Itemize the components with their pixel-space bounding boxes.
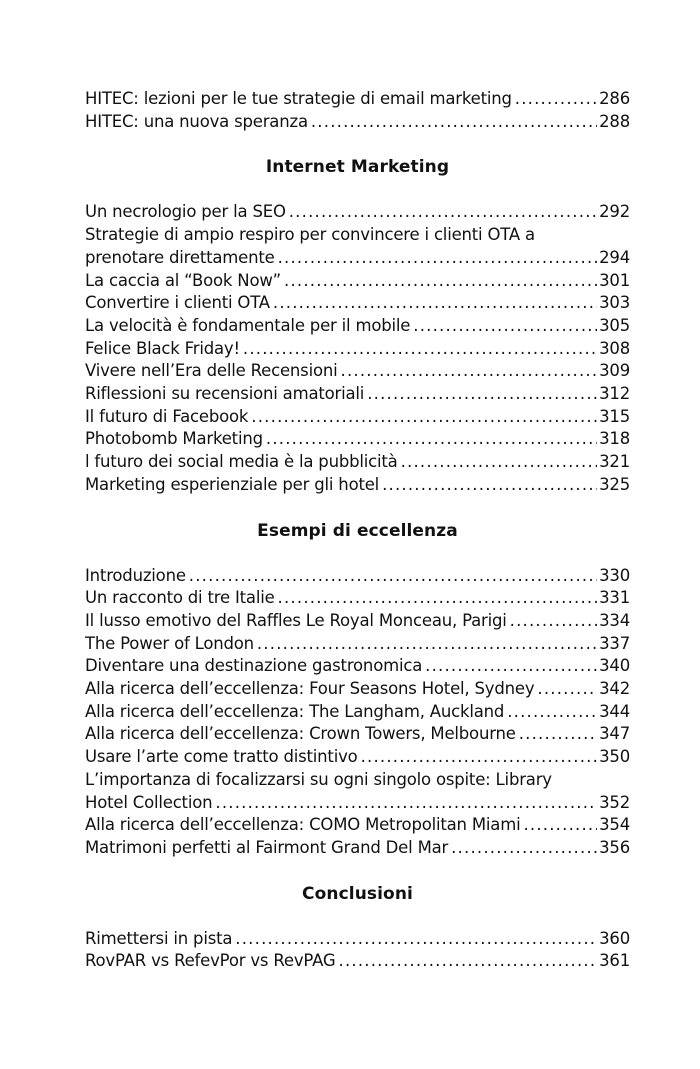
table-of-contents: [85, 88, 630, 973]
toc-entry: [85, 746, 630, 769]
dot-leader: [510, 610, 597, 633]
entry-title: Usare l’arte come tratto distintivo: [85, 747, 358, 767]
toc-entry: [85, 678, 630, 701]
entry-title: Alla ricerca dell’eccellenza: Four Seasons Hotel, Sydney: [85, 679, 535, 699]
toc-entry: [85, 383, 630, 406]
entry-page-number: 301: [599, 270, 630, 290]
dot-leader: [507, 701, 597, 724]
entry-title: Un racconto di tre Italie: [85, 588, 275, 608]
dot-leader: [189, 565, 597, 588]
entry-title: Marketing esperienziale per gli hotel: [85, 474, 380, 494]
toc-entry: [85, 655, 630, 678]
entry-page-number: 340: [599, 656, 630, 676]
dot-leader: [266, 428, 597, 451]
top-entries: [85, 88, 630, 133]
toc-entry: [85, 270, 630, 293]
entry-page-number: 308: [599, 338, 630, 358]
dot-leader: [289, 201, 597, 224]
dot-leader: [341, 360, 598, 383]
entry-page-number: 303: [599, 293, 630, 313]
toc-entry: [85, 406, 630, 429]
section-entries: [85, 565, 630, 860]
dot-leader: [284, 270, 597, 293]
entry-page-number: 315: [599, 406, 630, 426]
toc-entry: [85, 292, 630, 315]
entry-page-number: 342: [599, 679, 630, 699]
section-heading-conclusioni: Conclusioni: [302, 883, 413, 904]
entry-title: RovPAR vs RefevPor vs RevPAG: [85, 951, 336, 971]
entry-title: HITEC: una nuova speranza: [85, 111, 308, 131]
dot-leader: [382, 474, 597, 497]
toc-entry: [85, 950, 630, 973]
entry-title: Rimettersi in pista: [85, 928, 233, 948]
entry-title: Felice Black Friday!: [85, 338, 240, 358]
entry-page-number: 347: [599, 724, 630, 744]
entry-title: Vivere nell’Era delle Recensioni: [85, 361, 338, 381]
entry-title-line1: Strategie di ampio respiro per convincere i clienti OTA a: [85, 225, 535, 245]
section-entries: [85, 928, 630, 973]
entry-title: Matrimoni perfetti al Fairmont Grand Del Mar: [85, 837, 449, 857]
entry-title-line2: [85, 247, 630, 270]
entry-title: Convertire i clienti OTA: [85, 293, 270, 313]
toc-entry: [85, 315, 630, 338]
entry-page-number: 354: [599, 815, 630, 835]
dot-leader: [273, 292, 597, 315]
dot-leader: [278, 247, 598, 270]
toc-entry: [85, 201, 630, 224]
dot-leader: [523, 814, 597, 837]
toc-entry: [85, 837, 630, 860]
entry-page-number: 288: [599, 111, 630, 131]
entry-title: HITEC: lezioni per le tue strategie di email marketing: [85, 89, 512, 108]
entry-title-line2: [85, 792, 630, 815]
toc-entry: [85, 111, 630, 134]
dot-leader: [278, 587, 598, 610]
entry-page-number: 334: [599, 610, 630, 630]
dot-leader: [311, 111, 597, 134]
toc-entry: [85, 587, 630, 610]
toc-entry: [85, 610, 630, 633]
toc-entry-multiline: [85, 769, 630, 814]
toc-entry: [85, 474, 630, 497]
entry-title: Alla ricerca dell’eccellenza: The Langham, Auckland: [85, 701, 505, 721]
section-heading-internet-marketing: Internet Marketing: [265, 157, 450, 178]
section-entries: [85, 201, 630, 496]
entry-title: The Power of London: [85, 633, 254, 653]
entry-page-number: 344: [599, 701, 630, 721]
toc-entry: [85, 565, 630, 588]
dot-leader: [339, 950, 598, 973]
entry-page-number: 356: [599, 837, 630, 857]
dot-leader: [367, 383, 597, 406]
entry-title: Hotel Collection: [85, 792, 213, 812]
dot-leader: [215, 792, 597, 815]
entry-title: Introduzione: [85, 565, 186, 585]
entry-page-number: 325: [599, 474, 630, 494]
toc-entry: [85, 928, 630, 951]
dot-leader: [515, 88, 597, 111]
toc-entry: [85, 451, 630, 474]
dot-leader: [257, 633, 597, 656]
dot-leader: [413, 315, 597, 338]
entry-page-number: 360: [599, 928, 630, 948]
dot-leader: [519, 723, 597, 746]
dot-leader: [235, 928, 597, 951]
entry-title: La caccia al “Book Now”: [85, 270, 281, 290]
dot-leader: [243, 338, 597, 361]
toc-entry: [85, 633, 630, 656]
entry-page-number: 292: [599, 202, 630, 222]
toc-entry-multiline: [85, 224, 630, 269]
entry-title: Riflessioni su recensioni amatoriali: [85, 384, 365, 404]
entry-page-number: 286: [599, 89, 630, 108]
toc-entry: [85, 701, 630, 724]
toc-entry: [85, 428, 630, 451]
entry-title: Un necrologio per la SEO: [85, 202, 286, 222]
entry-title: Il futuro di Facebook: [85, 406, 249, 426]
entry-title: Diventare una destinazione gastronomica: [85, 656, 423, 676]
entry-title: l futuro dei social media è la pubblicità: [85, 452, 398, 472]
section-heading-esempi-di-eccellenza: Esempi di eccellenza: [257, 520, 458, 541]
dot-leader: [425, 655, 597, 678]
entry-page-number: 318: [599, 429, 630, 449]
entry-title: Il lusso emotivo del Raffles Le Royal Monceau, Parigi: [85, 610, 507, 630]
toc-entry: [85, 360, 630, 383]
dot-leader: [361, 746, 598, 769]
entry-page-number: 321: [599, 452, 630, 472]
entry-title-line1: L’importanza di focalizzarsi su ogni singolo ospite: Library: [85, 769, 552, 789]
entry-page-number: 331: [599, 588, 630, 608]
entry-title: La velocità è fondamentale per il mobile: [85, 315, 411, 335]
entry-title: Photobomb Marketing: [85, 429, 263, 449]
entry-page-number: 309: [599, 361, 630, 381]
entry-page-number: 361: [599, 951, 630, 971]
dot-leader: [401, 451, 598, 474]
entry-page-number: 294: [599, 247, 630, 267]
entry-page-number: 305: [599, 315, 630, 335]
dot-leader: [251, 406, 597, 429]
dot-leader: [451, 837, 597, 860]
toc-entry: [85, 814, 630, 837]
entry-page-number: 330: [599, 565, 630, 585]
entry-title: Alla ricerca dell’eccellenza: Crown Towers, Melbourne: [85, 724, 516, 744]
entry-page-number: 350: [599, 747, 630, 767]
toc-entry: [85, 723, 630, 746]
entry-title: Alla ricerca dell’eccellenza: COMO Metropolitan Miami: [85, 815, 521, 835]
entry-page-number: 312: [599, 384, 630, 404]
entry-page-number: 337: [599, 633, 630, 653]
entry-page-number: 352: [599, 792, 630, 812]
toc-entry: [85, 338, 630, 361]
dot-leader: [537, 678, 597, 701]
entry-title: prenotare direttamente: [85, 247, 275, 267]
toc-entry: [85, 88, 630, 111]
